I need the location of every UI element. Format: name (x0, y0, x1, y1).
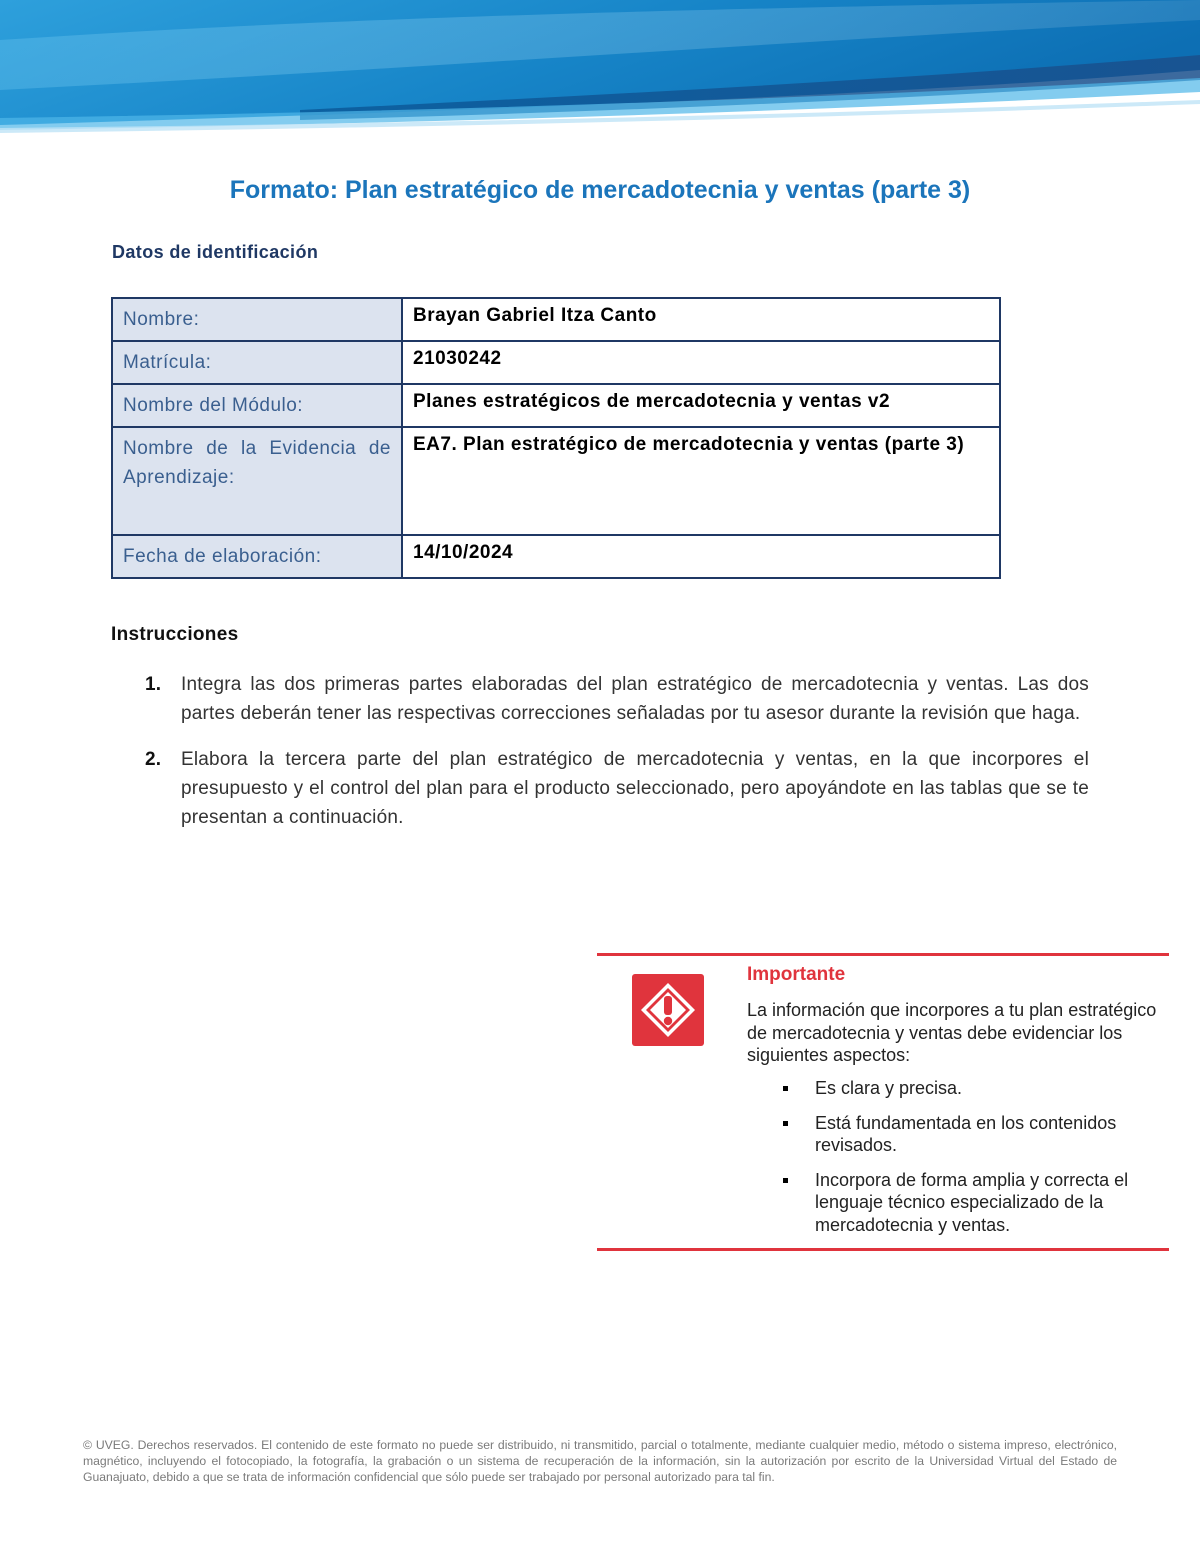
bullet-square-icon (783, 1121, 788, 1126)
important-callout (597, 953, 1169, 1251)
item-text: Elabora la tercera parte del plan estratégico de mercadotecnia y ventas, en la que incorpores el presupuesto y el control del plan para el producto seleccionado, pero apoyándote en las tablas que se te presentan a continuación. (181, 749, 1089, 828)
item-number: 1. (145, 674, 162, 695)
document-title: Formato: Plan estratégico de mercadotecnia y ventas (parte 3) (229, 176, 971, 204)
bullet-square-icon (783, 1086, 788, 1091)
copyright-footer: © UVEG. Derechos reservados. El contenido de este formato no puede ser distribuido, ni transmitido, parcial o totalmente, mediante cualquier medio, método o sistema impreso, electrónico, magnético, incluyendo el fotocopiado, la fotografía, la grabación o un sistema de recuperación de la información, sin la autorización por escrito de la Universidad Virtual del Estado de Guanajuato, debido a que se trata de información confidencial que sólo puede ser trabajado por personal autorizado para tal fin. (83, 1438, 1117, 1484)
item-text: Integra las dos primeras partes elaboradas del plan estratégico de mercadotecnia y ventas. Las dos partes deberán tener las respectivas correcciones señaladas por tu asesor durante la revisión que haga. (181, 674, 1089, 724)
header-banner (0, 0, 1200, 145)
row-label: Nombre de la Evidencia de Aprendizaje: (112, 427, 402, 535)
list-item (747, 1169, 1167, 1237)
table-row (112, 341, 1000, 384)
section-heading-identification: Datos de identificación (112, 242, 319, 262)
instructions-list (111, 670, 1089, 849)
bullet-text: Es clara y precisa. (815, 1078, 963, 1098)
row-value: Brayan Gabriel Itza Canto (402, 298, 1000, 341)
table-row (112, 427, 1000, 535)
table-row (112, 298, 1000, 341)
row-label: Nombre del Módulo: (112, 384, 402, 427)
warning-icon (632, 974, 704, 1046)
list-item (111, 745, 1089, 832)
row-label: Fecha de elaboración: (112, 535, 402, 578)
table-row (112, 384, 1000, 427)
callout-bullet-list (747, 1077, 1167, 1248)
list-item (747, 1077, 1167, 1100)
instructions-heading: Instrucciones (111, 624, 239, 645)
item-number: 2. (145, 749, 162, 770)
row-value: Planes estratégicos de mercadotecnia y ventas v2 (402, 384, 1000, 427)
row-value: EA7. Plan estratégico de mercadotecnia y ventas (parte 3) (402, 427, 1000, 535)
callout-bottom-rule (597, 1248, 1169, 1251)
bullet-text: Incorpora de forma amplia y correcta el lenguaje técnico especializado de la mercadotecnia y ventas. (815, 1169, 1129, 1235)
callout-top-rule (597, 953, 1169, 956)
callout-title: Importante (747, 964, 846, 985)
row-label: Nombre: (112, 298, 402, 341)
row-value: 21030242 (402, 341, 1000, 384)
table-row (112, 535, 1000, 578)
row-label: Matrícula: (112, 341, 402, 384)
bullet-text: Está fundamentada en los contenidos revisados. (815, 1112, 1117, 1155)
list-item (111, 670, 1089, 728)
identification-table (111, 297, 1001, 579)
list-item (747, 1112, 1167, 1157)
row-value: 14/10/2024 (402, 535, 1000, 578)
callout-text: La información que incorpores a tu plan estratégico de mercadotecnia y ventas debe evidenciar los siguientes aspectos: (747, 1000, 1157, 1065)
bullet-square-icon (783, 1178, 788, 1183)
